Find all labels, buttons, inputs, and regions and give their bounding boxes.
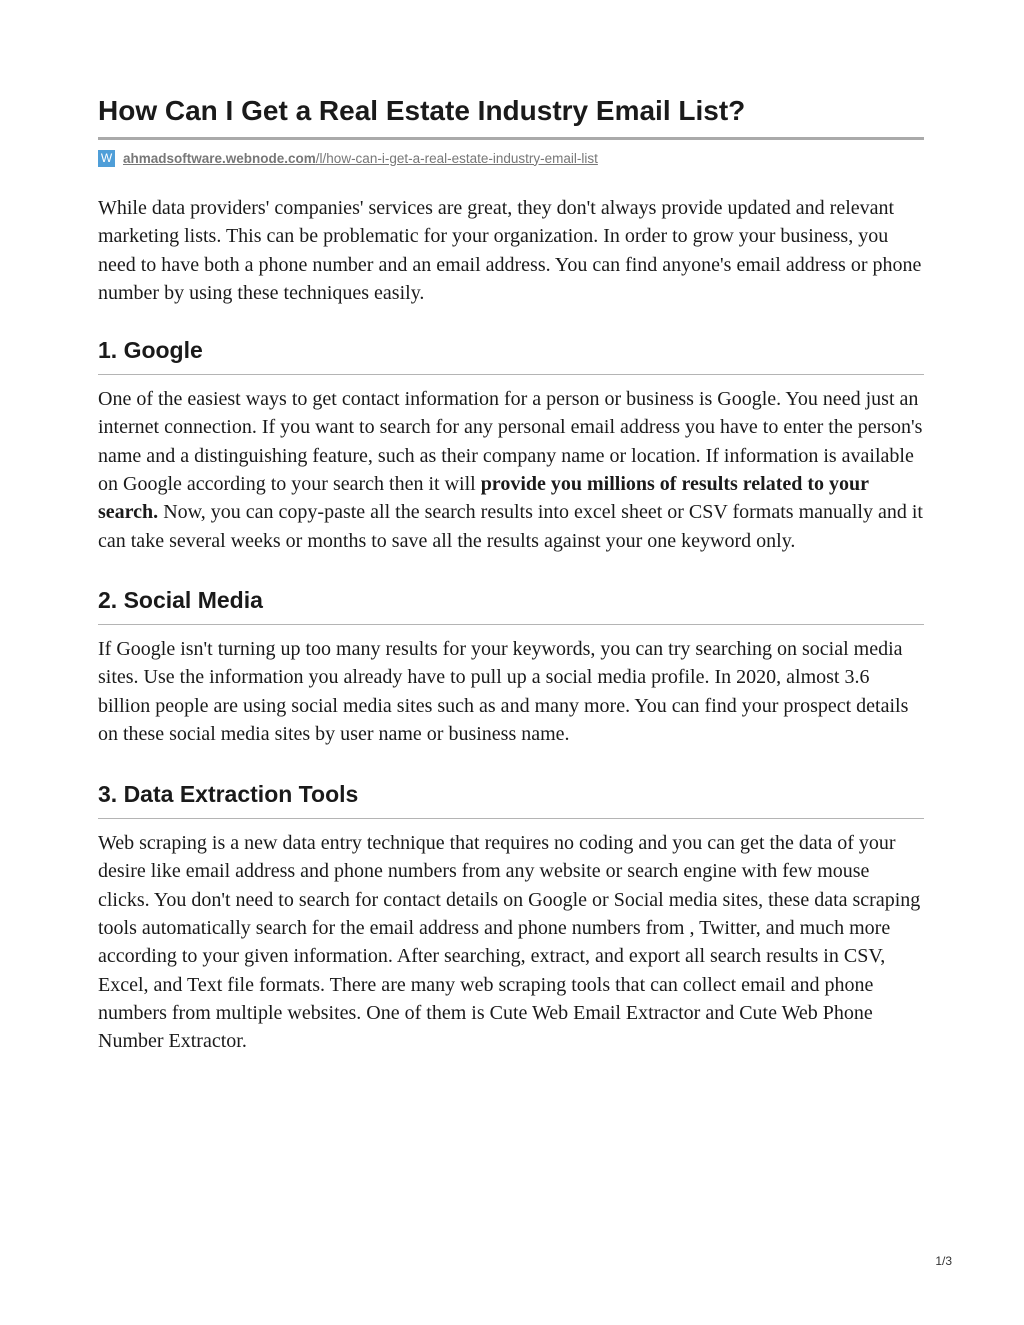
source-domain: ahmadsoftware.webnode.com	[123, 150, 316, 166]
google-text-before: One of the easiest ways to get contact information for a person or business is Google. You need just an internet connection. If you want to search for any personal email address you have to enter the person's name and a distinguishing feature, such as their company name or location. If information is available on Google according to your search then it will	[98, 388, 923, 496]
article	[98, 93, 924, 1056]
section-heading-data-extraction: 3. Data Extraction Tools	[98, 779, 924, 819]
source-line	[98, 148, 924, 168]
section-heading-social-media: 2. Social Media	[98, 585, 924, 625]
intro-paragraph: While data providers' companies' services are great, they don't always provide updated and relevant marketing lists. This can be problematic for your organization. In order to grow your business, you need to have both a phone number and an email address. You can find anyone's email address or phone number by using these techniques easily.	[98, 197, 922, 304]
source-path: /l/how-can-i-get-a-real-estate-industry-email-list	[315, 150, 598, 166]
section-paragraph-google	[98, 385, 924, 555]
section-paragraph-social-media: If Google isn't turning up too many results for your keywords, you can try searching on social media sites. Use the information you already have to pull up a social media profile. In 2020, almost 3.6 billion people are using social media sites such as and many more. You can find your prospect details on these social media sites by user name or business name.	[98, 637, 909, 745]
google-text-after: Now, you can copy-paste all the search results into excel sheet or CSV formats manually and it can take several weeks or months to save all the results against your one keyword only.	[98, 501, 923, 552]
source-link[interactable]	[123, 151, 598, 166]
webnode-icon: W	[98, 150, 115, 167]
google-bold-text: provide you millions of results related to your search.	[98, 473, 869, 524]
section-paragraph-data-extraction: Web scraping is a new data entry technique that requires no coding and you can get the data of your desire like email address and phone numbers from any website or search engine with few mouse clicks. You don't need to search for contact details on Google or Social media sites, these data scraping tools automatically search for the email address and phone numbers from , Twitter, and much more according to your given information. After searching, extract, and export all search results in CSV, Excel, and Text file formats. There are many web scraping tools that can collect email and phone numbers from multiple websites. One of them is Cute Web Email Extractor and Cute Web Phone Number Extractor.	[98, 832, 921, 1053]
section-heading-google: 1. Google	[98, 335, 924, 375]
page-title: How Can I Get a Real Estate Industry Email List?	[98, 93, 924, 140]
page-number: 1/3	[935, 1254, 952, 1268]
